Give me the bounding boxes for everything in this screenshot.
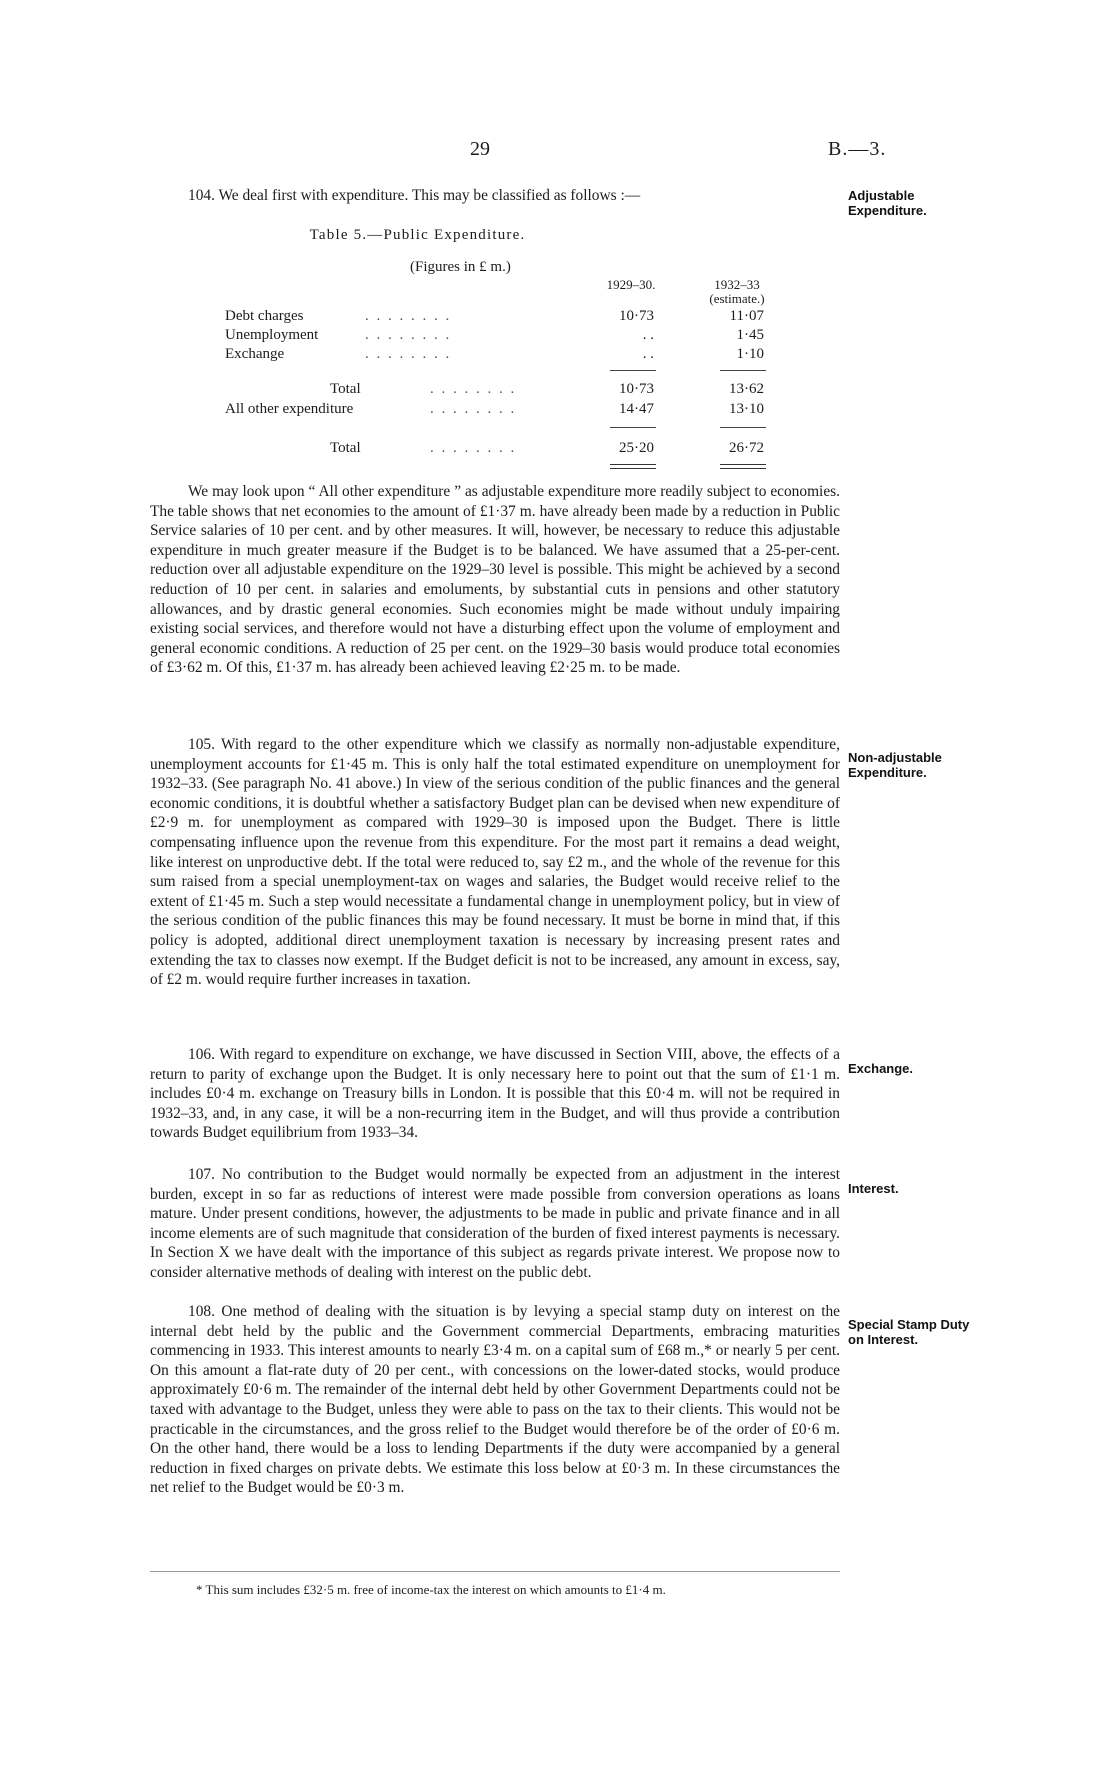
- table-cell: 10·73: [619, 308, 654, 324]
- paragraph-108: 108. One method of dealing with the situation is by levying a special stamp duty on interest on the internal debt held by the public and the Government commercial Departments, embracing maturities commencing in 1933. This interest amounts to nearly £3·4 m. on a capital sum of £68 m.,* or nearly 5 per cent. On this amount a flat-rate duty of 20 per cent., with concessions on the lower-dated stocks, would produce approximately £0·6 m. The remainder of the internal debt held by other Government Departments could not be taxed with advantage to the Budget, unless they were able to pass on the tax to their clients. This would not be practicable in the circumstances, and the gross relief to the Budget would therefore be of the order of £0·6 m. On the other hand, there would be a loss to lending Departments if the duty were accompanied by a general reduction in fixed charges on private debts. We estimate this loss below at £0·3 m. In these circumstances the net relief to the Budget would be £0·3 m.: [150, 1303, 840, 1497]
- leader-dots: . . . . . . . .: [365, 308, 452, 324]
- table-cell: . .: [642, 346, 654, 362]
- table-rule: [720, 427, 766, 428]
- paragraph-105: 105. With regard to the other expenditure which we classify as normally non-adjustable expenditure, unemployment accounts for £1·45 m. This is only half the total estimated expenditure on unemployment for 1932–33. (See paragraph No. 41 above.) In view of the serious condition of the public finances and the general economic conditions, it is doubtful whether a satisfactory Budget plan can be devised when new expenditure of £2·9 m. for unemployment as compared with 1929–30 is imposed upon the Budget. There is little compensating influence upon the revenue from this expenditure. For the most part it remains a dead weight, like interest on unproductive debt. If the total were reduced to, say £2 m., and the whole of the revenue for this sum raised from a special unemployment-tax on wages and salaries, the Budget would receive relief to the extent of £1·45 m. Such a step would necessitate a fundamental change in unemployment policy, but in view of the serious condition of the public finances this may be found necessary. It must be borne in mind that, if this policy is adopted, additional direct unemployment taxation is necessary by increasing present rates and extending the tax to classes now exempt. If the Budget deficit is not to be increased, any amount in excess, say, of £2 m. would require further increases in taxation.: [150, 736, 840, 989]
- leader-dots: . . . . . . . .: [365, 327, 452, 343]
- leader-dots: . . . . . . . .: [430, 440, 517, 456]
- table-cell: 1·45: [736, 327, 764, 343]
- table-double-rule: [610, 464, 656, 469]
- column-header-1929-30: 1929–30.: [606, 277, 656, 292]
- table-cell: 25·20: [619, 440, 654, 456]
- table-row-label: All other expenditure: [225, 401, 354, 417]
- table-double-rule: [720, 464, 766, 469]
- table-rule: [720, 370, 766, 371]
- paragraph-107: 107. No contribution to the Budget would normally be expected from an adjustment in the interest burden, except in so far as reductions of interest were made possible from conversion operations as loans mature. Under present conditions, however, the adjustments to be made in public and private finance and in all income elements are of such magnitude that consideration of the burden of fixed interest payments is necessary. In Section X we have dealt with the importance of this subject as regards private interest. We propose now to consider alternative methods of dealing with interest on the public debt.: [150, 1166, 840, 1281]
- document-code: B.—3.: [828, 138, 887, 160]
- sidenote-adjustable-expenditure: Adjustable Expenditure.: [848, 188, 927, 218]
- table-row-label: Total: [330, 381, 361, 397]
- sidenote-non-adjustable-expenditure: Non-adjustable Expenditure.: [848, 750, 942, 780]
- table-row-label: Unemployment: [225, 327, 319, 343]
- paragraph-106: 106. With regard to expenditure on exchange, we have discussed in Section VIII, above, the effects of a return to parity of exchange upon the Budget. It is only necessary here to point out that the sum of £1·1 m. includes £0·4 m. exchange on Treasury bills in London. It is possible that this £0·4 m. will not be required in 1932–33, and, in any case, it will be a non-recurring item in the Budget, and will thus provide a contribution towards Budget equilibrium from 1933–34.: [150, 1046, 840, 1142]
- table-cell: 26·72: [729, 440, 764, 456]
- table-row-label: Total: [330, 440, 361, 456]
- table-rule: [610, 427, 656, 428]
- table-rule: [610, 370, 656, 371]
- table-row-label: Debt charges: [225, 308, 304, 324]
- table-cell: 1·10: [736, 346, 764, 362]
- footnote: * This sum includes £32·5 m. free of income-tax the interest on which amounts to £1·4 m.: [196, 1582, 666, 1597]
- table-title: Table 5.—Public Expenditure.: [309, 227, 526, 243]
- table-cell: 13·62: [729, 381, 764, 397]
- paragraph-104-intro: 104. We deal first with expenditure. This may be classified as follows :—: [188, 187, 641, 204]
- table-cell: 14·47: [619, 401, 654, 417]
- leader-dots: . . . . . . . .: [365, 346, 452, 362]
- sidenote-interest: Interest.: [848, 1181, 899, 1196]
- sidenote-exchange: Exchange.: [848, 1061, 914, 1076]
- leader-dots: . . . . . . . .: [430, 401, 517, 417]
- column-header-estimate: (estimate.): [709, 291, 765, 306]
- table-cell: . .: [642, 327, 654, 343]
- column-header-1932-33: 1932–33: [714, 277, 760, 292]
- leader-dots: . . . . . . . .: [430, 381, 517, 397]
- paragraph-104-body: We may look upon “ All other expenditure ” as adjustable expenditure more readily subject to economies. The table shows that net economies to the amount of £1·37 m. have already been made by a reduction in Public Service salaries of 10 per cent. and by other measures. It will, however, be necessary to reduce this adjustable expenditure in much greater measure if the Budget is to be balanced. We have assumed that a 25-per-cent. reduction over all adjustable expenditure on the 1929–30 level is possible. This might be achieved by a second reduction of 10 per cent. in salaries and emoluments, by substantial cuts in pensions and other statutory allowances, and by drastic general economies. Such economies might be made without unduly impairing existing social services, and therefore would not have a disturbing effect upon the volume of employment and general economic conditions. A reduction of 25 per cent. on the 1929–30 basis would produce total economies of £3·62 m. Of this, £1·37 m. has already been achieved leaving £2·25 m. to be made.: [150, 483, 840, 677]
- table-cell: 11·07: [729, 308, 764, 324]
- footnote-rule: [150, 1571, 840, 1572]
- table-cell: 10·73: [619, 381, 654, 397]
- table-cell: 13·10: [729, 401, 764, 417]
- table-subtitle: (Figures in £ m.): [410, 259, 511, 275]
- table-row-label: Exchange: [225, 346, 285, 362]
- sidenote-special-stamp-duty: Special Stamp Duty on Interest.: [848, 1317, 970, 1347]
- page-number: 29: [470, 138, 490, 160]
